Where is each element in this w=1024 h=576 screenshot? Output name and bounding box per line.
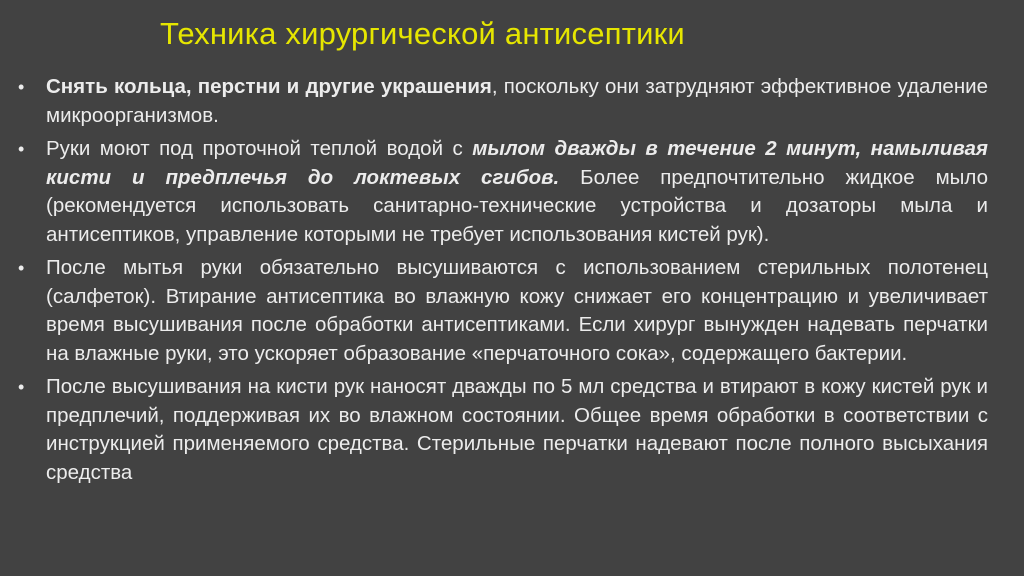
- bullet-item-4: [16, 373, 988, 487]
- bullet-dot-icon: •: [18, 258, 25, 278]
- bullet-list: [16, 73, 988, 492]
- bullet-1-bold: Снять кольца, перстни и другие украшения: [46, 75, 492, 98]
- bullet-dot-icon: •: [18, 377, 25, 397]
- bullet-4-text: После высушивания на кисти рук наносят дважды по 5 мл средства и втирают в кожу кистей рук и предплечий, поддерживая их во влажном состоянии. Общее время обработки в соответствии с инструкцией применяемого средства. Стерильные перчатки надевают после полного высыхания средства: [46, 375, 988, 484]
- bullet-item-3: [16, 254, 988, 368]
- bullet-dot-icon: •: [18, 139, 25, 159]
- bullet-item-1: [16, 73, 988, 130]
- bullet-item-2: [16, 135, 988, 249]
- bullet-dot-icon: •: [18, 77, 25, 97]
- slide-title: Техника хирургической антисептики: [160, 16, 685, 51]
- bullet-3-text: После мытья руки обязательно высушиваются с использованием стерильных полотенец (салфеток). Втирание антисептика во влажную кожу снижает его концентрацию и увеличивает время высушивания после обработки антисептиками. Если хирург вынужден надевать перчатки на влажные руки, это ускоряет образование «перчаточного сока», содержащего бактерии.: [46, 256, 988, 365]
- bullet-2-text-after: Более предпочтительно жидкое мыло (рекомендуется использовать санитарно-технические устройства и дозаторы мыла и антисептиков, управление которыми не требует использования кистей рук).: [46, 165, 988, 246]
- bullet-2-bold-italic: мылом дважды в течение 2 минут, намыливая кисти и предплечья до локтевых сгибов.: [46, 137, 988, 189]
- bullet-2-text-before: Руки моют под проточной теплой водой с: [46, 137, 473, 160]
- bullet-1-text: , поскольку они затрудняют эффективное удаление микроорганизмов.: [46, 75, 988, 127]
